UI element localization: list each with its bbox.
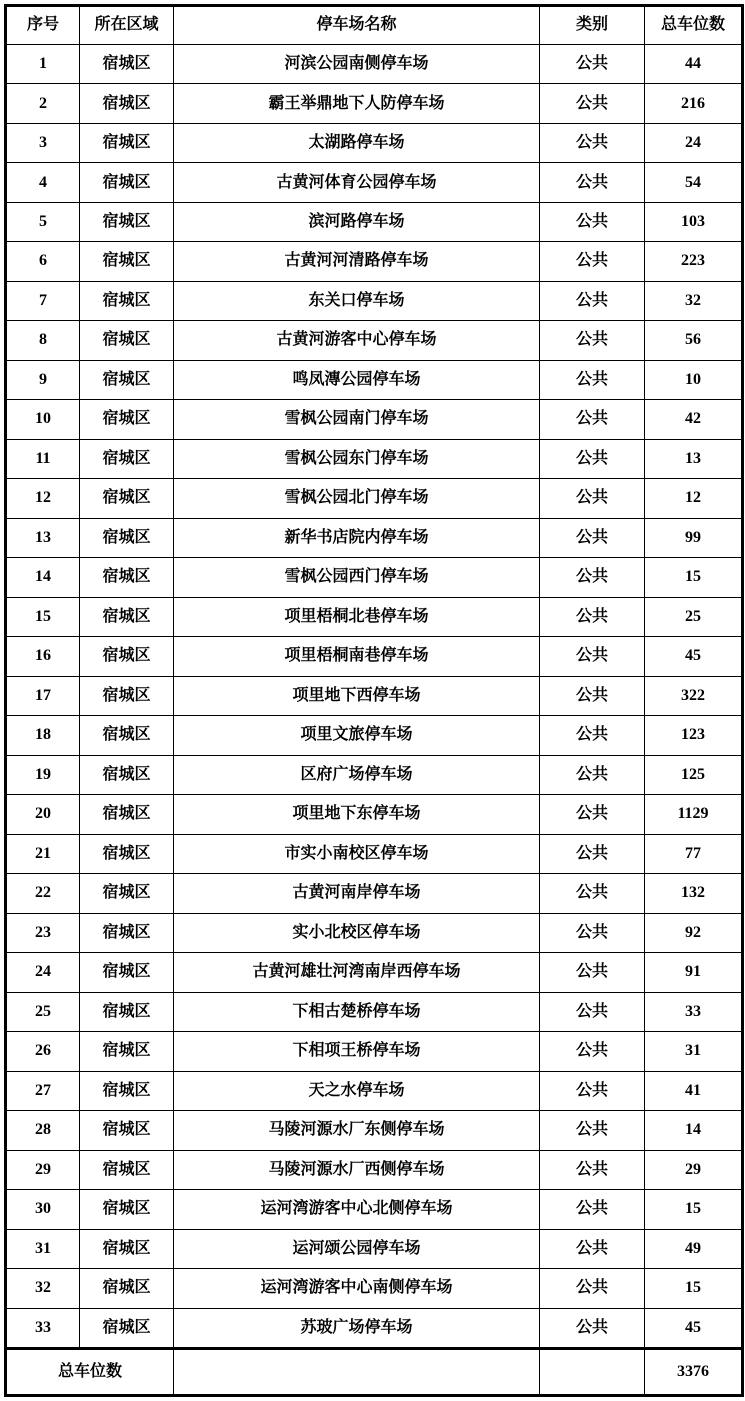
- cell-district: 宿城区: [80, 1308, 174, 1349]
- cell-category: 公共: [540, 834, 645, 873]
- cell-category: 公共: [540, 1111, 645, 1150]
- cell-index: 30: [6, 1190, 80, 1229]
- cell-index: 28: [6, 1111, 80, 1150]
- table-row: [6, 479, 743, 518]
- cell-index: 1: [6, 45, 80, 84]
- cell-name: 项里梧桐南巷停车场: [174, 637, 540, 676]
- table-row: [6, 913, 743, 952]
- table-row: [6, 1111, 743, 1150]
- table-row: [6, 123, 743, 162]
- cell-name: 天之水停车场: [174, 1071, 540, 1110]
- cell-name: 区府广场停车场: [174, 755, 540, 794]
- cell-index: 20: [6, 795, 80, 834]
- cell-index: 24: [6, 953, 80, 992]
- cell-category: 公共: [540, 676, 645, 715]
- cell-category: 公共: [540, 597, 645, 636]
- cell-total: 29: [645, 1150, 743, 1189]
- table-row: [6, 1190, 743, 1229]
- cell-total: 77: [645, 834, 743, 873]
- cell-category: 公共: [540, 637, 645, 676]
- cell-category: 公共: [540, 202, 645, 241]
- cell-name: 东关口停车场: [174, 281, 540, 320]
- cell-district: 宿城区: [80, 1071, 174, 1110]
- cell-index: 10: [6, 400, 80, 439]
- table-row: [6, 755, 743, 794]
- cell-category: 公共: [540, 992, 645, 1031]
- table-row: [6, 716, 743, 755]
- cell-index: 33: [6, 1308, 80, 1349]
- cell-district: 宿城区: [80, 242, 174, 281]
- footer-total: 3376: [645, 1349, 743, 1396]
- cell-category: 公共: [540, 1229, 645, 1268]
- cell-index: 31: [6, 1229, 80, 1268]
- cell-name: 项里地下西停车场: [174, 676, 540, 715]
- cell-category: 公共: [540, 1071, 645, 1110]
- cell-index: 22: [6, 874, 80, 913]
- cell-district: 宿城区: [80, 755, 174, 794]
- header-total: 总车位数: [645, 6, 743, 45]
- cell-name: 古黄河雄壮河湾南岸西停车场: [174, 953, 540, 992]
- cell-category: 公共: [540, 795, 645, 834]
- cell-name: 运河湾游客中心北侧停车场: [174, 1190, 540, 1229]
- cell-total: 24: [645, 123, 743, 162]
- cell-name: 马陵河源水厂西侧停车场: [174, 1150, 540, 1189]
- cell-total: 31: [645, 1032, 743, 1071]
- cell-category: 公共: [540, 755, 645, 794]
- cell-total: 132: [645, 874, 743, 913]
- cell-total: 32: [645, 281, 743, 320]
- cell-name: 古黄河南岸停车场: [174, 874, 540, 913]
- table-row: [6, 45, 743, 84]
- cell-name: 马陵河源水厂东侧停车场: [174, 1111, 540, 1150]
- cell-total: 123: [645, 716, 743, 755]
- footer-empty-category: [540, 1349, 645, 1396]
- cell-total: 44: [645, 45, 743, 84]
- cell-district: 宿城区: [80, 992, 174, 1031]
- cell-index: 26: [6, 1032, 80, 1071]
- cell-name: 项里地下东停车场: [174, 795, 540, 834]
- cell-name: 雪枫公园东门停车场: [174, 439, 540, 478]
- cell-category: 公共: [540, 1150, 645, 1189]
- footer-row: [6, 1349, 743, 1396]
- cell-district: 宿城区: [80, 321, 174, 360]
- table-row: [6, 1150, 743, 1189]
- table-row: [6, 1071, 743, 1110]
- table-body: [6, 45, 743, 1349]
- cell-index: 19: [6, 755, 80, 794]
- cell-category: 公共: [540, 518, 645, 557]
- table-row: [6, 84, 743, 123]
- cell-district: 宿城区: [80, 163, 174, 202]
- cell-name: 项里文旅停车场: [174, 716, 540, 755]
- cell-category: 公共: [540, 558, 645, 597]
- cell-total: 49: [645, 1229, 743, 1268]
- cell-category: 公共: [540, 163, 645, 202]
- cell-category: 公共: [540, 360, 645, 399]
- cell-total: 56: [645, 321, 743, 360]
- cell-total: 10: [645, 360, 743, 399]
- footer-label: 总车位数: [6, 1349, 174, 1396]
- cell-district: 宿城区: [80, 597, 174, 636]
- cell-index: 9: [6, 360, 80, 399]
- cell-district: 宿城区: [80, 913, 174, 952]
- cell-total: 54: [645, 163, 743, 202]
- table-row: [6, 874, 743, 913]
- cell-total: 15: [645, 558, 743, 597]
- cell-total: 322: [645, 676, 743, 715]
- cell-district: 宿城区: [80, 202, 174, 241]
- cell-index: 23: [6, 913, 80, 952]
- cell-district: 宿城区: [80, 281, 174, 320]
- cell-name: 古黄河体育公园停车场: [174, 163, 540, 202]
- table-row: [6, 558, 743, 597]
- table-row: [6, 321, 743, 360]
- table-row: [6, 676, 743, 715]
- cell-district: 宿城区: [80, 676, 174, 715]
- cell-name: 实小北校区停车场: [174, 913, 540, 952]
- cell-district: 宿城区: [80, 518, 174, 557]
- cell-district: 宿城区: [80, 716, 174, 755]
- cell-total: 33: [645, 992, 743, 1031]
- cell-name: 古黄河游客中心停车场: [174, 321, 540, 360]
- cell-total: 92: [645, 913, 743, 952]
- header-category: 类别: [540, 6, 645, 45]
- cell-total: 216: [645, 84, 743, 123]
- cell-index: 3: [6, 123, 80, 162]
- cell-name: 市实小南校区停车场: [174, 834, 540, 873]
- cell-index: 32: [6, 1269, 80, 1308]
- cell-index: 17: [6, 676, 80, 715]
- cell-index: 18: [6, 716, 80, 755]
- cell-index: 13: [6, 518, 80, 557]
- cell-index: 7: [6, 281, 80, 320]
- header-name: 停车场名称: [174, 6, 540, 45]
- cell-total: 99: [645, 518, 743, 557]
- table-row: [6, 360, 743, 399]
- cell-name: 雪枫公园西门停车场: [174, 558, 540, 597]
- cell-name: 苏玻广场停车场: [174, 1308, 540, 1349]
- cell-district: 宿城区: [80, 1190, 174, 1229]
- header-row: [6, 6, 743, 45]
- cell-index: 6: [6, 242, 80, 281]
- header-index: 序号: [6, 6, 80, 45]
- cell-category: 公共: [540, 242, 645, 281]
- cell-total: 42: [645, 400, 743, 439]
- cell-name: 雪枫公园北门停车场: [174, 479, 540, 518]
- cell-name: 古黄河河清路停车场: [174, 242, 540, 281]
- cell-district: 宿城区: [80, 1150, 174, 1189]
- cell-district: 宿城区: [80, 1269, 174, 1308]
- cell-category: 公共: [540, 123, 645, 162]
- cell-index: 15: [6, 597, 80, 636]
- cell-name: 霸王举鼎地下人防停车场: [174, 84, 540, 123]
- cell-name: 雪枫公园南门停车场: [174, 400, 540, 439]
- table-row: [6, 834, 743, 873]
- cell-total: 13: [645, 439, 743, 478]
- cell-total: 223: [645, 242, 743, 281]
- cell-category: 公共: [540, 1308, 645, 1349]
- cell-district: 宿城区: [80, 1229, 174, 1268]
- cell-total: 45: [645, 1308, 743, 1349]
- table-row: [6, 202, 743, 241]
- cell-index: 25: [6, 992, 80, 1031]
- cell-name: 下相项王桥停车场: [174, 1032, 540, 1071]
- table-row: [6, 439, 743, 478]
- cell-index: 11: [6, 439, 80, 478]
- cell-category: 公共: [540, 321, 645, 360]
- cell-category: 公共: [540, 874, 645, 913]
- cell-district: 宿城区: [80, 834, 174, 873]
- cell-district: 宿城区: [80, 558, 174, 597]
- cell-district: 宿城区: [80, 45, 174, 84]
- cell-index: 2: [6, 84, 80, 123]
- cell-total: 14: [645, 1111, 743, 1150]
- cell-name: 运河颂公园停车场: [174, 1229, 540, 1268]
- cell-district: 宿城区: [80, 400, 174, 439]
- cell-district: 宿城区: [80, 1032, 174, 1071]
- cell-category: 公共: [540, 281, 645, 320]
- cell-total: 15: [645, 1190, 743, 1229]
- cell-district: 宿城区: [80, 439, 174, 478]
- parking-table: [4, 4, 744, 1397]
- cell-index: 16: [6, 637, 80, 676]
- cell-index: 21: [6, 834, 80, 873]
- cell-category: 公共: [540, 716, 645, 755]
- cell-category: 公共: [540, 45, 645, 84]
- table-row: [6, 400, 743, 439]
- cell-name: 河滨公园南侧停车场: [174, 45, 540, 84]
- table-row: [6, 795, 743, 834]
- table-row: [6, 953, 743, 992]
- cell-category: 公共: [540, 1032, 645, 1071]
- table-row: [6, 1308, 743, 1349]
- cell-index: 29: [6, 1150, 80, 1189]
- cell-index: 5: [6, 202, 80, 241]
- table-row: [6, 597, 743, 636]
- table-row: [6, 281, 743, 320]
- table-row: [6, 637, 743, 676]
- table-row: [6, 1229, 743, 1268]
- cell-district: 宿城区: [80, 1111, 174, 1150]
- cell-index: 27: [6, 1071, 80, 1110]
- cell-total: 45: [645, 637, 743, 676]
- cell-total: 12: [645, 479, 743, 518]
- cell-name: 项里梧桐北巷停车场: [174, 597, 540, 636]
- cell-district: 宿城区: [80, 953, 174, 992]
- cell-district: 宿城区: [80, 637, 174, 676]
- header-district: 所在区域: [80, 6, 174, 45]
- cell-name: 下相古楚桥停车场: [174, 992, 540, 1031]
- cell-category: 公共: [540, 913, 645, 952]
- cell-category: 公共: [540, 439, 645, 478]
- table-row: [6, 1032, 743, 1071]
- cell-district: 宿城区: [80, 795, 174, 834]
- cell-category: 公共: [540, 1269, 645, 1308]
- table-row: [6, 992, 743, 1031]
- cell-name: 运河湾游客中心南侧停车场: [174, 1269, 540, 1308]
- cell-name: 新华书店院内停车场: [174, 518, 540, 557]
- cell-district: 宿城区: [80, 360, 174, 399]
- cell-total: 25: [645, 597, 743, 636]
- cell-category: 公共: [540, 84, 645, 123]
- cell-total: 125: [645, 755, 743, 794]
- cell-index: 4: [6, 163, 80, 202]
- footer-empty-name: [174, 1349, 540, 1396]
- cell-index: 8: [6, 321, 80, 360]
- cell-name: 鸣凤漙公园停车场: [174, 360, 540, 399]
- cell-category: 公共: [540, 953, 645, 992]
- cell-total: 91: [645, 953, 743, 992]
- cell-category: 公共: [540, 479, 645, 518]
- cell-total: 103: [645, 202, 743, 241]
- cell-district: 宿城区: [80, 479, 174, 518]
- table-row: [6, 1269, 743, 1308]
- table-row: [6, 518, 743, 557]
- cell-index: 14: [6, 558, 80, 597]
- cell-total: 1129: [645, 795, 743, 834]
- cell-category: 公共: [540, 1190, 645, 1229]
- cell-total: 41: [645, 1071, 743, 1110]
- cell-district: 宿城区: [80, 874, 174, 913]
- cell-name: 滨河路停车场: [174, 202, 540, 241]
- cell-total: 15: [645, 1269, 743, 1308]
- cell-category: 公共: [540, 400, 645, 439]
- cell-index: 12: [6, 479, 80, 518]
- cell-district: 宿城区: [80, 123, 174, 162]
- cell-name: 太湖路停车场: [174, 123, 540, 162]
- cell-district: 宿城区: [80, 84, 174, 123]
- table-row: [6, 242, 743, 281]
- table-row: [6, 163, 743, 202]
